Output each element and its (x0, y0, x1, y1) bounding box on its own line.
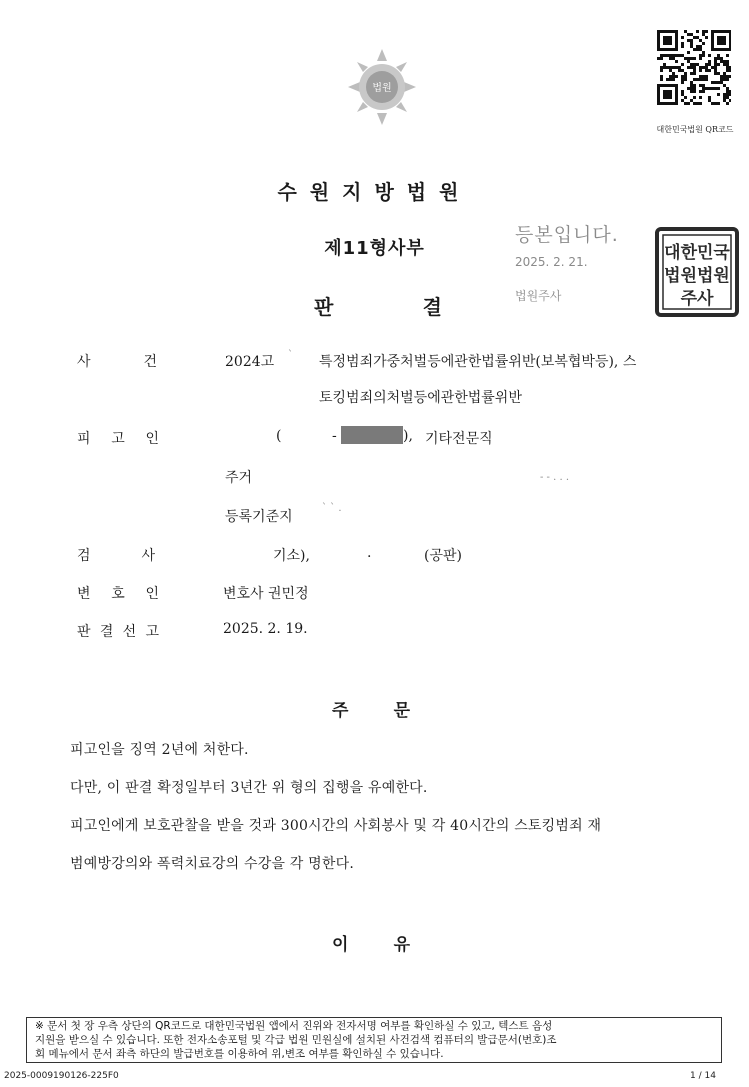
svg-text:대한민국: 대한민국 (664, 243, 730, 263)
label-case: 사 건 (77, 354, 157, 370)
court-emblem (346, 47, 418, 127)
redaction-block (341, 426, 403, 444)
document-type-char: 판 (314, 295, 334, 319)
label-defendant: 피 고 인 (77, 431, 159, 447)
defendant-paren-close: ), (403, 428, 413, 444)
order-line: 피고인을 징역 2년에 처한다. (70, 742, 249, 758)
prosecutor-dot: . (367, 545, 372, 561)
certified-copy-text: 등본입니다. (515, 224, 619, 246)
notice-line: 회 메뉴에서 문서 좌측 하단의 발급번호를 이용하여 위,변조 여부를 확인하실 수 있습니다. (35, 1048, 444, 1060)
svg-text:법원법원: 법원법원 (664, 266, 730, 286)
qr-code (657, 30, 731, 110)
svg-text:주사: 주사 (680, 289, 714, 309)
label-counsel: 변 호 인 (77, 586, 159, 602)
prosecutor-indictment: 기소), (273, 548, 310, 564)
certified-copy-date: 2025. 2. 21. (515, 255, 588, 269)
order-line: 다만, 이 판결 확정일부터 3년간 위 형의 집행을 유예한다. (70, 780, 428, 796)
defendant-address-label: 주거 (225, 470, 253, 486)
case-number: 2024고 (225, 354, 275, 370)
certified-copy-officer: 법원주사 (515, 289, 562, 303)
verification-notice (26, 1017, 722, 1063)
label-prosecutor: 검 사 (77, 548, 155, 564)
order-line: 피고인에게 보호관찰을 받을 것과 300시간의 사회봉사 및 각 40시간의 스토킹범죄 재 (70, 818, 602, 834)
notice-line: ※ 문서 첫 장 우측 상단의 QR코드로 대한민국법원 앱에서 진위와 전자서명 여부를 확인하실 수 있고, 텍스트 음성 (35, 1020, 553, 1032)
official-seal (654, 226, 740, 318)
qr-label: 대한민국법원 QR코드 (656, 125, 734, 134)
reasons-title: 이 유 (332, 935, 410, 955)
document-type-char: 결 (422, 295, 442, 319)
order-line: 범예방강의와 폭력치료강의 수강을 각 명한다. (70, 856, 355, 872)
counsel-name: 변호사 권민정 (223, 586, 309, 602)
notice-line: 지원을 받으실 수 있습니다. 또한 전자소송포털 및 각급 법원 민원실에 설치된 사건검색 컴퓨터의 발급문서(번호)조 (35, 1034, 557, 1046)
prosecutor-trial: (공판) (424, 548, 462, 564)
defendant-paren-open: ( (276, 428, 282, 444)
case-charge-line2: 토킹범죄의처벌등에관한법률위반 (319, 390, 522, 406)
defendant-registry-label: 등록기준지 (225, 509, 293, 525)
document-number: 2025-0009190126-225F0 (4, 1071, 119, 1081)
court-name: 수원지방법원 (277, 180, 472, 204)
defendant-id-dash: - (332, 428, 337, 444)
document-type (314, 291, 442, 320)
sentence-date: 2025. 2. 19. (223, 621, 308, 637)
case-charge-line1: 특정범죄가중처벌등에관한법률위반(보복협박등), 스 (319, 354, 637, 370)
emblem-text: 법원 (372, 83, 392, 94)
order-title: 주 문 (332, 701, 410, 721)
court-division: 제11형사부 (324, 238, 425, 259)
page-number: 1 / 14 (690, 1071, 716, 1081)
defendant-occupation: 기타전문직 (425, 431, 493, 447)
label-sentence-date: 판 결 선 고 (77, 624, 159, 640)
